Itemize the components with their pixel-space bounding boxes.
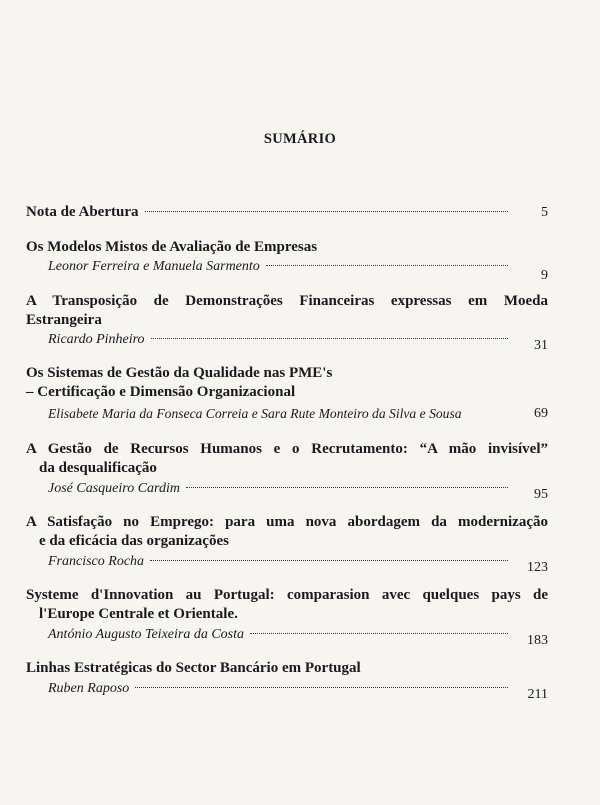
- page-number: 211: [527, 687, 548, 702]
- page-number: 5: [541, 205, 548, 220]
- page-number: 9: [541, 268, 548, 283]
- page-title: SUMÁRIO: [263, 131, 337, 147]
- page-number: 69: [534, 406, 548, 421]
- entry-authors: Leonor Ferreira e Manuela Sarmento: [48, 259, 260, 274]
- toc-entry-linhas-estrategicas[interactable]: [26, 659, 548, 702]
- page-number: 31: [534, 338, 548, 353]
- entry-title: Os Modelos Mistos de Avaliação de Empresas: [26, 239, 318, 255]
- entry-title-line-1: Systeme d'Innovation au Portugal: comparasion avec quelques pays de: [26, 587, 548, 603]
- toc-entry-satisfacao-emprego[interactable]: [26, 513, 548, 575]
- toc-entry-modelos-mistos[interactable]: [26, 238, 548, 283]
- dot-leader: [151, 337, 508, 339]
- entry-authors: José Casqueiro Cardim: [48, 481, 180, 496]
- page-number: 183: [527, 633, 548, 648]
- entry-title-line-2: da desqualificação: [39, 460, 157, 476]
- dot-leader: [250, 632, 508, 634]
- entry-title-line-1: A Satisfação no Emprego: para uma nova abordagem da modernização: [26, 514, 548, 530]
- entry-title: Linhas Estratégicas do Sector Bancário em Portugal: [26, 660, 361, 676]
- entry-title-line-2: l'Europe Centrale et Orientale.: [39, 606, 238, 622]
- toc-entry-gestao-recursos-humanos[interactable]: [26, 440, 548, 502]
- entry-title-line-2: – Certificação e Dimensão Organizacional: [26, 384, 296, 400]
- page-number: 95: [534, 487, 548, 502]
- entry-authors: Elisabete Maria da Fonseca Correia e Sara Rute Monteiro da Silva e Sousa: [48, 406, 462, 421]
- toc-entry-sistemas-gestao-qualidade[interactable]: [26, 364, 548, 423]
- entry-title-line-1: A Transposição de Demonstrações Financeiras expressas em Moeda: [26, 293, 548, 309]
- entry-title-line-1: Os Sistemas de Gestão da Qualidade nas PME's: [26, 365, 333, 381]
- entry-authors: Ricardo Pinheiro: [48, 332, 145, 347]
- dot-leader: [266, 264, 508, 266]
- entry-title: Nota de Abertura: [26, 204, 139, 220]
- dot-leader: [145, 210, 509, 212]
- entry-title-line-2: e da eficácia das organizações: [39, 533, 229, 549]
- entry-authors: Francisco Rocha: [48, 554, 145, 569]
- dot-leader: [150, 559, 508, 561]
- page-number: 123: [527, 560, 548, 575]
- entry-title-line-2: Estrangeira: [26, 312, 102, 328]
- entry-title-line-1: A Gestão de Recursos Humanos e o Recrutamento: “A mão invisível”: [26, 441, 548, 457]
- toc-entry-transposicao[interactable]: [26, 292, 548, 353]
- toc-entry-systeme-innovation[interactable]: [26, 586, 548, 648]
- dot-leader: [135, 686, 508, 688]
- entry-authors: Ruben Raposo: [48, 681, 130, 696]
- toc-entry-nota-de-abertura[interactable]: [26, 203, 548, 222]
- entry-authors: António Augusto Teixeira da Costa: [48, 627, 245, 642]
- dot-leader: [186, 486, 508, 488]
